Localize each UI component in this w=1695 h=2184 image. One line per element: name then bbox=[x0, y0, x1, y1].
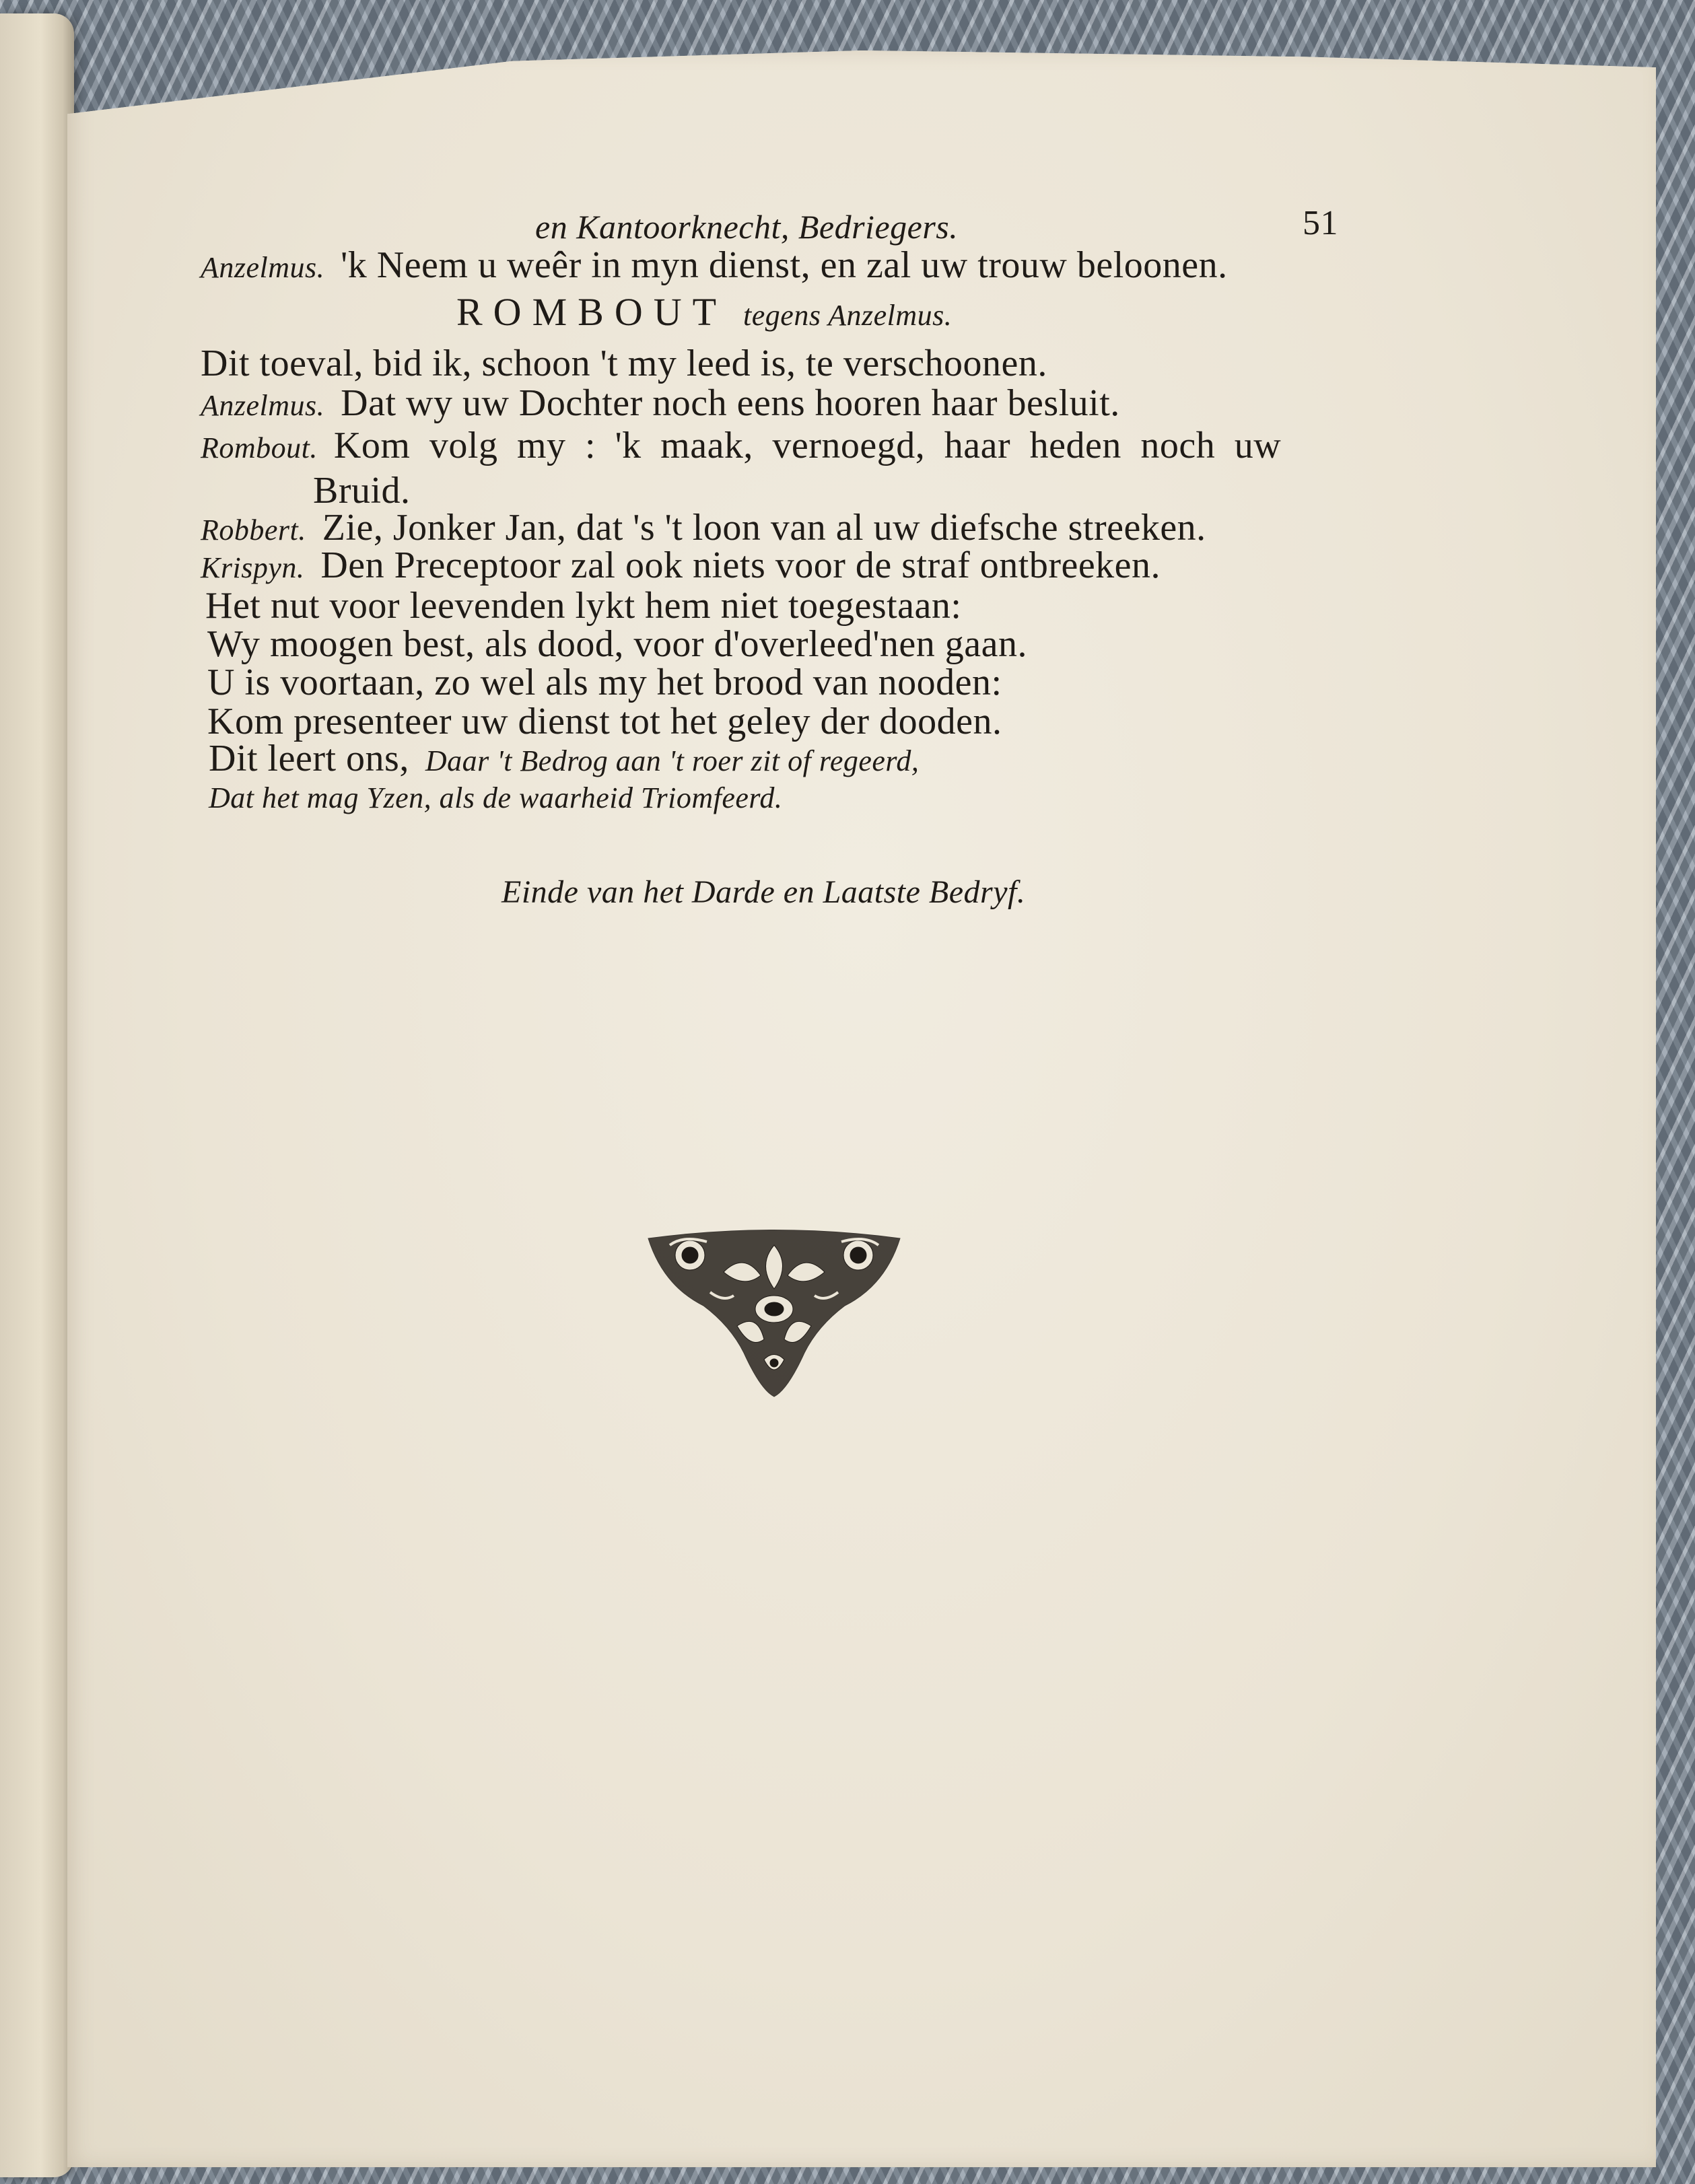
verse-text: Den Preceptoor zal ook niets voor de straf ontbreeken. bbox=[320, 544, 1161, 586]
verse-line bbox=[209, 774, 782, 817]
verse-text: Kom presenteer uw dienst tot het geley der dooden. bbox=[207, 701, 1002, 742]
verse-line bbox=[207, 661, 1002, 704]
verse-line bbox=[201, 424, 1281, 467]
page-number: 51 bbox=[1303, 204, 1338, 242]
verse-text: Wy moogen best, als dood, voor d'overleed'nen gaan. bbox=[207, 623, 1027, 665]
act-ending: Einde van het Darde en Laatste Bedryf. bbox=[501, 874, 1026, 910]
verse-line bbox=[201, 506, 1206, 549]
verse-text: Kom volg my : 'k maak, vernoegd, haar heden noch uw bbox=[333, 425, 1282, 466]
moral-text: Dat het mag Yzen, als de waarheid Triomfeerd. bbox=[209, 781, 783, 814]
verse-text: Dat wy uw Dochter noch eens hooren haar besluit. bbox=[341, 382, 1120, 424]
stage-direction bbox=[456, 289, 952, 334]
running-head: en Kantoorknecht, Bedriegers. bbox=[535, 208, 959, 246]
character-heading: ROMBOUT bbox=[456, 290, 728, 334]
floral-ornament-icon bbox=[643, 1225, 905, 1400]
left-page-edge bbox=[0, 13, 74, 2177]
verse-line bbox=[201, 244, 1228, 287]
stage-direction-text: tegens Anzelmus. bbox=[743, 299, 953, 332]
verse-text: 'k Neem u weêr in myn dienst, en zal uw trouw beloonen. bbox=[341, 244, 1228, 286]
verse-text: Het nut voor leevenden lykt hem niet toegestaan: bbox=[205, 585, 962, 627]
speaker-name: Anzelmus. bbox=[201, 251, 325, 284]
speaker-name: Robbert. bbox=[201, 514, 306, 547]
verse-text: U is voortaan, zo wel als my het brood van nooden: bbox=[207, 662, 1002, 703]
verse-text: Dit leert ons, bbox=[209, 738, 409, 779]
speaker-name: Krispyn. bbox=[201, 551, 305, 584]
verse-line bbox=[201, 544, 1161, 587]
verse-line bbox=[205, 584, 961, 627]
verse-text: Dit toeval, bid ik, schoon 't my leed is, te verschoonen. bbox=[201, 343, 1047, 384]
verse-line bbox=[201, 342, 1047, 385]
moral-text: Daar 't Bedrog aan 't roer zit of regeerd, bbox=[425, 744, 920, 777]
verse-line bbox=[201, 382, 1120, 425]
speaker-name: Anzelmus. bbox=[201, 389, 325, 422]
verse-line bbox=[207, 623, 1027, 666]
speaker-name: Rombout. bbox=[201, 431, 318, 464]
verse-text: Zie, Jonker Jan, dat 's 't loon van al uw diefsche streeken. bbox=[322, 507, 1206, 549]
verse-text: Bruid. bbox=[313, 470, 411, 512]
